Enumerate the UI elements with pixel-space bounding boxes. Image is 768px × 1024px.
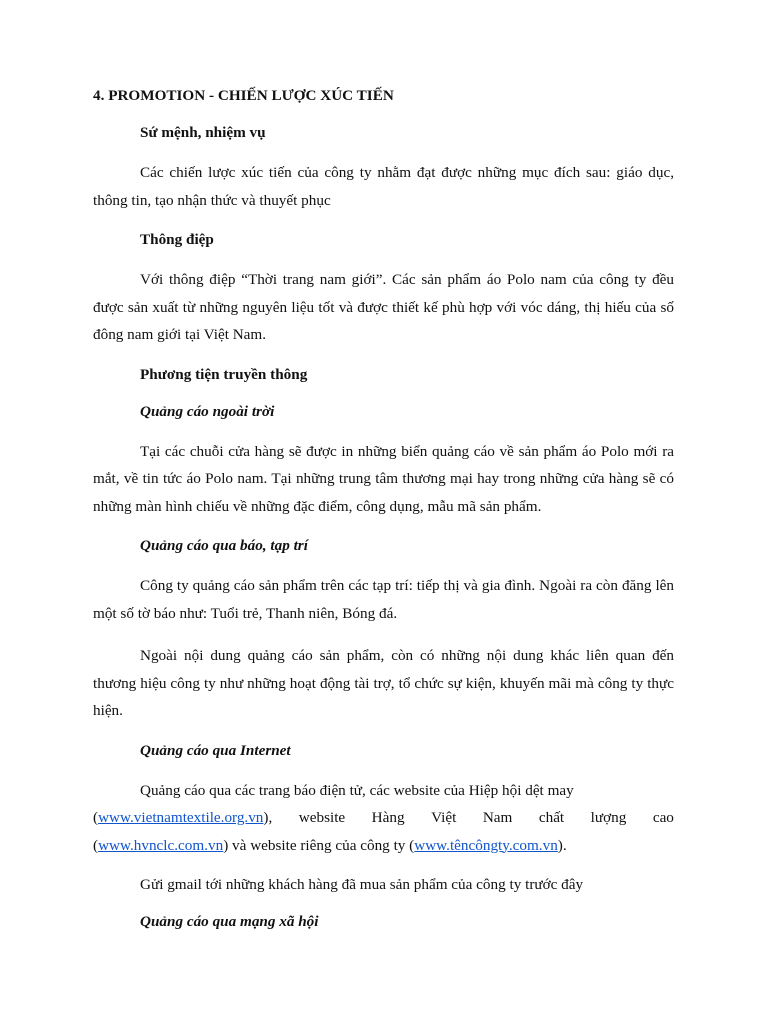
message-paragraph: Với thông điệp “Thời trang nam giới”. Các sản phẩm áo Polo nam của công ty đều được sản xuất từ những nguyên liệu tốt và được thiết kế phù hợp với vóc dáng, thị hiếu của số đông nam giới tại Việt Nam.	[93, 271, 674, 343]
word-luong: lượng	[590, 809, 627, 826]
social-heading: Quảng cáo qua mạng xã hội	[140, 913, 319, 930]
message-heading: Thông điệp	[140, 231, 214, 248]
company-website-link[interactable]: www.têncôngty.com.vn	[414, 836, 558, 854]
press-paragraph-1: Công ty quảng cáo sản phẩm trên các tạp trí: tiếp thị và gia đình. Ngoài ra còn đăng lên một số tờ báo như: Tuổi trẻ, Thanh niên, Bóng đá.	[93, 577, 674, 622]
press-heading: Quảng cáo qua báo, tạp trí	[140, 537, 308, 554]
word-website: website	[298, 809, 346, 826]
word-chat: chất	[538, 809, 565, 826]
internet-text-c: ).	[557, 836, 567, 854]
mission-heading: Sứ mệnh, nhiệm vụ	[140, 124, 266, 141]
gmail-paragraph: Gửi gmail tới những khách hàng đã mua sản phẩm của công ty trước đây	[140, 876, 584, 893]
vietnamtextile-link[interactable]: www.vietnamtextile.org.vn	[98, 809, 264, 826]
outdoor-heading: Quảng cáo ngoài trời	[140, 402, 275, 420]
internet-link-1-group	[93, 804, 272, 832]
word-hang: Hàng	[371, 809, 405, 826]
outdoor-paragraph: Tại các chuỗi cửa hàng sẽ được in những biển quảng cáo về sản phẩm áo Polo mới ra mắt, về tin tức áo Polo nam. Tại những trung tâm thương mại hay trong những cửa hàng sẽ có những màn hình chiếu về những đặc điểm, công dụng, mẫu mã sản phẩm.	[93, 442, 674, 515]
close-paren-comma: ),	[263, 809, 273, 826]
internet-paragraph	[93, 777, 674, 860]
word-cao: cao	[652, 809, 674, 826]
open-paren: (	[93, 809, 99, 826]
internet-justified-line	[93, 804, 674, 832]
open-paren-2: (	[93, 836, 99, 854]
mission-paragraph: Các chiến lược xúc tiến của công ty nhằm đạt được những mục đích sau: giáo dục, thông tin, tạo nhận thức và thuyết phục	[93, 164, 674, 209]
internet-heading: Quảng cáo qua Internet	[140, 741, 291, 759]
hvnclc-link[interactable]: www.hvnclc.com.vn	[98, 836, 224, 854]
word-viet: Việt	[431, 809, 457, 826]
word-nam: Nam	[482, 809, 513, 826]
press-paragraph-2: Ngoài nội dung quảng cáo sản phẩm, còn có những nội dung khác liên quan đến thương hiệu công ty như những hoạt động tài trợ, tổ chức sự kiện, khuyến mãi mà công ty thực hiện.	[93, 647, 674, 719]
internet-last-line	[93, 832, 674, 860]
media-heading: Phương tiện truyền thông	[140, 365, 308, 383]
internet-text-b: ) và website riêng của công ty (	[223, 836, 415, 854]
section-title: 4. PROMOTION - CHIẾN LƯỢC XÚC TIẾN	[93, 87, 394, 104]
internet-text-a: Quảng cáo qua các trang báo điện tử, các website của Hiệp hội dệt may	[140, 781, 574, 799]
